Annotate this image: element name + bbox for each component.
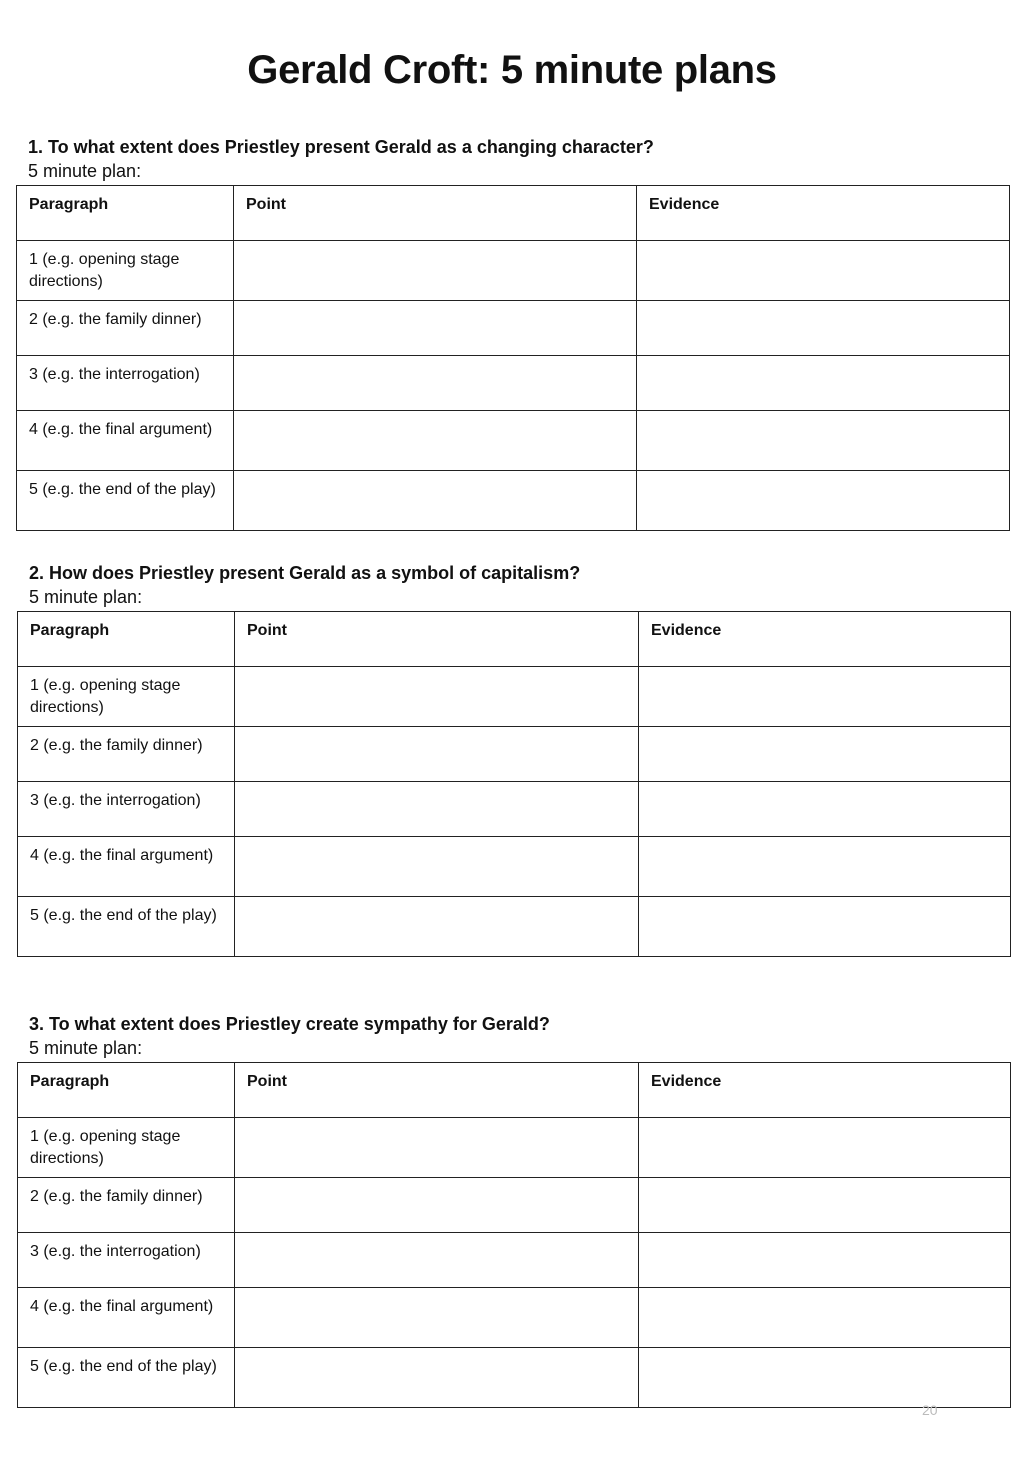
evidence-cell[interactable] — [637, 301, 1010, 356]
header-paragraph: Paragraph — [17, 186, 234, 241]
page-number: 20 — [922, 1402, 938, 1418]
table-row — [18, 1348, 1011, 1408]
evidence-cell[interactable] — [639, 1348, 1011, 1408]
paragraph-cell: 3 (e.g. the interrogation) — [18, 1233, 235, 1288]
table-row — [18, 1233, 1011, 1288]
table-row — [18, 897, 1011, 957]
point-cell[interactable] — [234, 241, 637, 301]
paragraph-cell: 5 (e.g. the end of the play) — [18, 1348, 235, 1408]
point-cell[interactable] — [234, 411, 637, 471]
header-evidence: Evidence — [637, 186, 1010, 241]
table-row — [17, 241, 1010, 301]
point-cell[interactable] — [235, 667, 639, 727]
evidence-cell[interactable] — [639, 897, 1011, 957]
evidence-cell[interactable] — [639, 1118, 1011, 1178]
question-3: 3. To what extent does Priestley create sympathy for Gerald? — [29, 1014, 550, 1034]
evidence-cell[interactable] — [639, 837, 1011, 897]
evidence-cell[interactable] — [639, 1288, 1011, 1348]
table-row — [18, 1288, 1011, 1348]
point-cell[interactable] — [235, 1233, 639, 1288]
paragraph-cell: 4 (e.g. the final argument) — [18, 837, 235, 897]
table-header-row — [18, 1063, 1011, 1118]
point-cell[interactable] — [234, 471, 637, 531]
table-row — [18, 667, 1011, 727]
paragraph-cell: 4 (e.g. the final argument) — [18, 1288, 235, 1348]
plan-section-3 — [17, 1012, 1011, 1408]
table-row — [18, 782, 1011, 837]
point-cell[interactable] — [235, 1118, 639, 1178]
table-row — [18, 1118, 1011, 1178]
table-row — [18, 1178, 1011, 1233]
paragraph-cell: 1 (e.g. opening stage directions) — [18, 1118, 235, 1178]
point-cell[interactable] — [235, 897, 639, 957]
paragraph-cell: 2 (e.g. the family dinner) — [17, 301, 234, 356]
paragraph-cell: 2 (e.g. the family dinner) — [18, 727, 235, 782]
table-header-row — [17, 186, 1010, 241]
evidence-cell[interactable] — [637, 356, 1010, 411]
paragraph-cell: 3 (e.g. the interrogation) — [17, 356, 234, 411]
table-row — [17, 356, 1010, 411]
plan-table-3 — [17, 1062, 1011, 1408]
evidence-cell[interactable] — [639, 782, 1011, 837]
plan-label-1: 5 minute plan: — [28, 161, 142, 181]
table-row — [17, 471, 1010, 531]
plan-label-2: 5 minute plan: — [29, 587, 143, 607]
table-row — [18, 837, 1011, 897]
paragraph-cell: 1 (e.g. opening stage directions) — [17, 241, 234, 301]
evidence-cell[interactable] — [639, 1233, 1011, 1288]
header-paragraph: Paragraph — [18, 612, 235, 667]
table-header-row — [18, 612, 1011, 667]
plan-label-3: 5 minute plan: — [29, 1038, 143, 1058]
point-cell[interactable] — [234, 301, 637, 356]
evidence-cell[interactable] — [639, 667, 1011, 727]
paragraph-cell: 5 (e.g. the end of the play) — [18, 897, 235, 957]
question-2: 2. How does Priestley present Gerald as a symbol of capitalism? — [29, 563, 581, 583]
plan-section-2 — [17, 561, 1011, 957]
header-evidence: Evidence — [639, 1063, 1011, 1118]
header-point: Point — [235, 1063, 639, 1118]
point-cell[interactable] — [235, 1348, 639, 1408]
paragraph-cell: 5 (e.g. the end of the play) — [17, 471, 234, 531]
paragraph-cell: 4 (e.g. the final argument) — [17, 411, 234, 471]
point-cell[interactable] — [234, 356, 637, 411]
table-row — [17, 411, 1010, 471]
evidence-cell[interactable] — [637, 241, 1010, 301]
paragraph-cell: 3 (e.g. the interrogation) — [18, 782, 235, 837]
header-point: Point — [234, 186, 637, 241]
evidence-cell[interactable] — [639, 1178, 1011, 1233]
table-row — [18, 727, 1011, 782]
point-cell[interactable] — [235, 1178, 639, 1233]
header-evidence: Evidence — [639, 612, 1011, 667]
plan-table-2 — [17, 611, 1011, 957]
plan-section-1 — [16, 135, 1010, 531]
page-title: Gerald Croft: 5 minute plans — [247, 48, 777, 92]
evidence-cell[interactable] — [637, 411, 1010, 471]
plan-table-1 — [16, 185, 1010, 531]
paragraph-cell: 2 (e.g. the family dinner) — [18, 1178, 235, 1233]
header-paragraph: Paragraph — [18, 1063, 235, 1118]
point-cell[interactable] — [235, 782, 639, 837]
point-cell[interactable] — [235, 1288, 639, 1348]
point-cell[interactable] — [235, 727, 639, 782]
evidence-cell[interactable] — [637, 471, 1010, 531]
paragraph-cell: 1 (e.g. opening stage directions) — [18, 667, 235, 727]
point-cell[interactable] — [235, 837, 639, 897]
evidence-cell[interactable] — [639, 727, 1011, 782]
table-row — [17, 301, 1010, 356]
header-point: Point — [235, 612, 639, 667]
question-1: 1. To what extent does Priestley present Gerald as a changing character? — [28, 137, 654, 157]
